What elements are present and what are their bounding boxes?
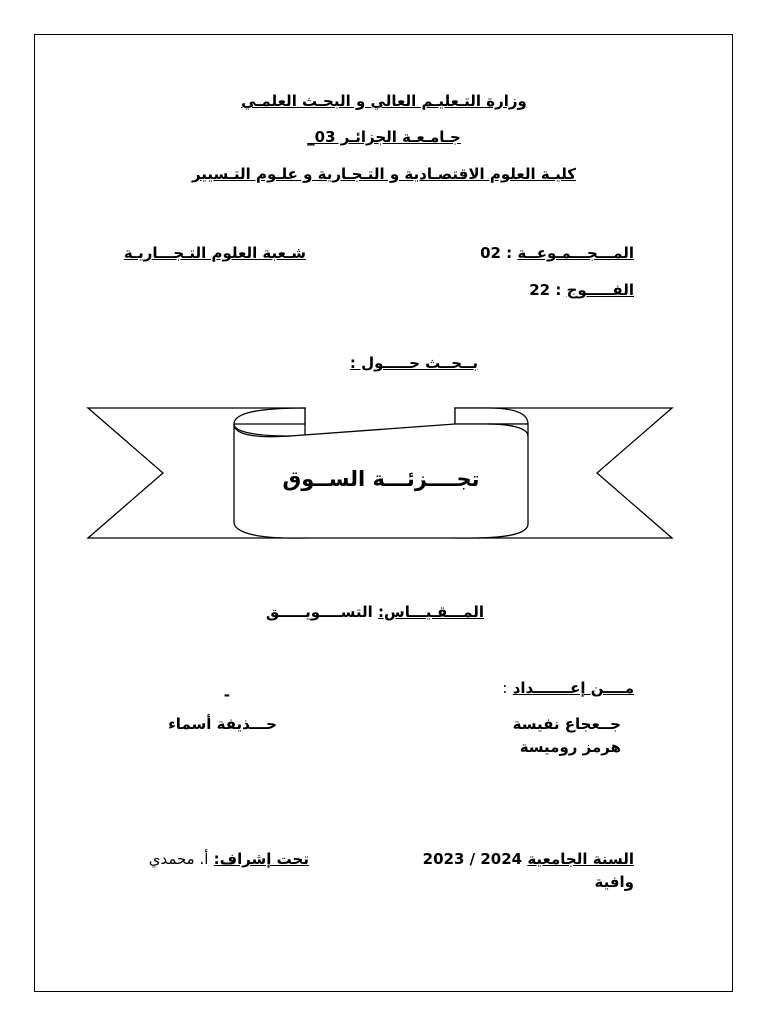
research-label: بــحــث حـــــول :: [349, 354, 478, 372]
supervision-info: [149, 850, 309, 868]
dash-mark: -: [223, 686, 230, 704]
ministry-title: وزارة التـعليـم العالي و البحـث العلمـي: [241, 92, 527, 110]
year-label: السنة الجامعية: [527, 850, 634, 868]
supervisor-name: أ. محمدي: [148, 850, 209, 868]
prepared-colon: :: [502, 679, 508, 697]
student-name-3: حـــذيفة أسماء: [168, 715, 277, 733]
module-info: [266, 603, 484, 621]
group-value: : 02: [480, 244, 513, 262]
section-value: : 22: [529, 281, 562, 299]
student-name-2: هرمز روميسة: [519, 738, 621, 756]
banner-title: تجــــزئـــة الســوق: [282, 467, 480, 491]
module-value: التســــويـــــق: [265, 603, 373, 621]
section-label: الفـــــوج: [566, 281, 634, 299]
group-label: المـــجـــمـوعــة: [517, 244, 634, 262]
module-label: المـــقـيـــاس:: [378, 603, 484, 621]
year-name: وافية: [594, 873, 634, 891]
supervision-label: تحت إشراف:: [213, 850, 309, 868]
student-name-1: جــعجاع نفيسة: [512, 715, 621, 733]
academic-year: [423, 850, 634, 868]
faculty-title: كليـة العلوم الاقتصـادية و التـجـارية و علـوم التـسيير: [191, 165, 577, 183]
university-title: جـامـعـة الجزائـر 03_: [307, 128, 461, 146]
prepared-by: [502, 679, 634, 697]
prepared-label: مــــن إعـــــــداد: [512, 679, 634, 697]
branch-label: شـعبة العلوم التـجـــاريـة: [123, 244, 306, 262]
year-value: 2023 / 2024: [422, 850, 523, 868]
